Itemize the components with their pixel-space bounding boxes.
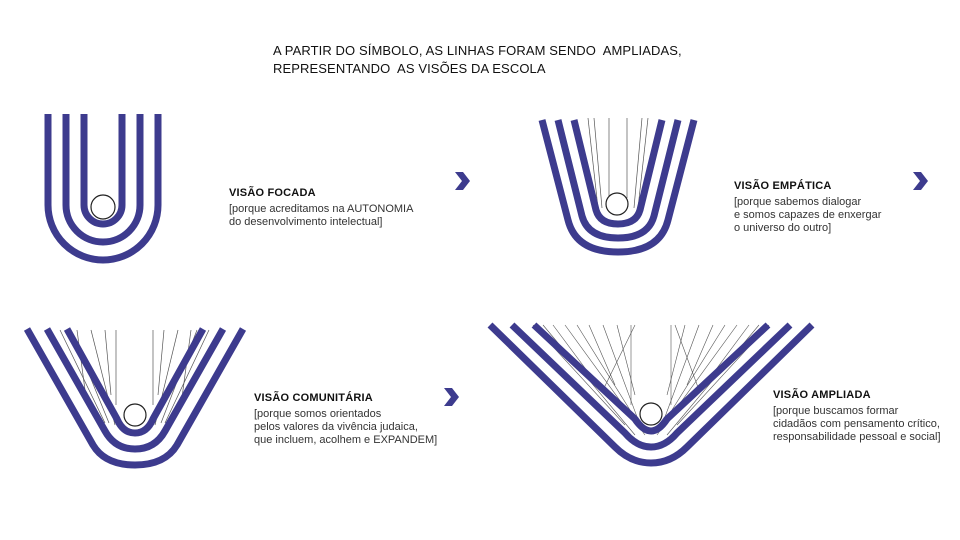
focus-circle bbox=[91, 195, 115, 219]
vision-desc-line: responsabilidade pessoal e social] bbox=[773, 431, 941, 443]
chevron-right-icon bbox=[452, 170, 472, 192]
focus-circle bbox=[640, 403, 662, 425]
vision-title: VISÃO FOCADA bbox=[229, 187, 316, 199]
vision-desc-line: [porque acreditamos na AUTONOMIA bbox=[229, 203, 414, 215]
heading-line-2: REPRESENTANDO AS VISÕES DA ESCOLA bbox=[273, 61, 546, 76]
vision-desc-line: o universo do outro] bbox=[734, 222, 832, 234]
vision-title: VISÃO EMPÁTICA bbox=[734, 180, 832, 192]
vision-desc-line: e somos capazes de enxergar bbox=[734, 209, 882, 221]
symbol-visao-focada bbox=[30, 100, 180, 280]
focus-circle bbox=[124, 404, 146, 426]
focus-circle bbox=[606, 193, 628, 215]
vision-desc-line: do desenvolvimento intelectual] bbox=[229, 216, 383, 228]
chevron-right-icon bbox=[441, 386, 461, 408]
caption-visao-comunitaria bbox=[254, 392, 437, 447]
u-bands bbox=[48, 114, 158, 260]
symbol-visao-empatica bbox=[530, 100, 710, 270]
caption-visao-ampliada bbox=[773, 389, 941, 444]
caption-visao-focada bbox=[229, 187, 413, 229]
caption-visao-empatica bbox=[734, 180, 881, 235]
vision-desc-line: [porque buscamos formar bbox=[773, 405, 899, 417]
vision-title: VISÃO COMUNITÁRIA bbox=[254, 392, 373, 404]
v-bands bbox=[27, 329, 243, 465]
vision-desc-line: que incluem, acolhem e EXPANDEM] bbox=[254, 434, 438, 446]
symbol-visao-ampliada bbox=[485, 315, 820, 475]
vision-title: VISÃO AMPLIADA bbox=[773, 389, 871, 401]
chevron-right-icon bbox=[910, 170, 930, 192]
v-bands bbox=[542, 120, 694, 252]
vision-desc-line: pelos valores da vivência judaica, bbox=[254, 421, 418, 433]
heading-line-1: A PARTIR DO SÍMBOLO, AS LINHAS FORAM SENDO AMPLIADAS, bbox=[273, 43, 682, 58]
v-bands bbox=[490, 325, 812, 463]
vision-desc-line: [porque sabemos dialogar bbox=[734, 196, 862, 208]
symbol-visao-comunitaria bbox=[15, 315, 255, 475]
vision-desc-line: cidadãos com pensamento crítico, bbox=[773, 418, 940, 430]
vision-desc-line: [porque somos orientados bbox=[254, 408, 382, 420]
heading bbox=[273, 42, 682, 78]
